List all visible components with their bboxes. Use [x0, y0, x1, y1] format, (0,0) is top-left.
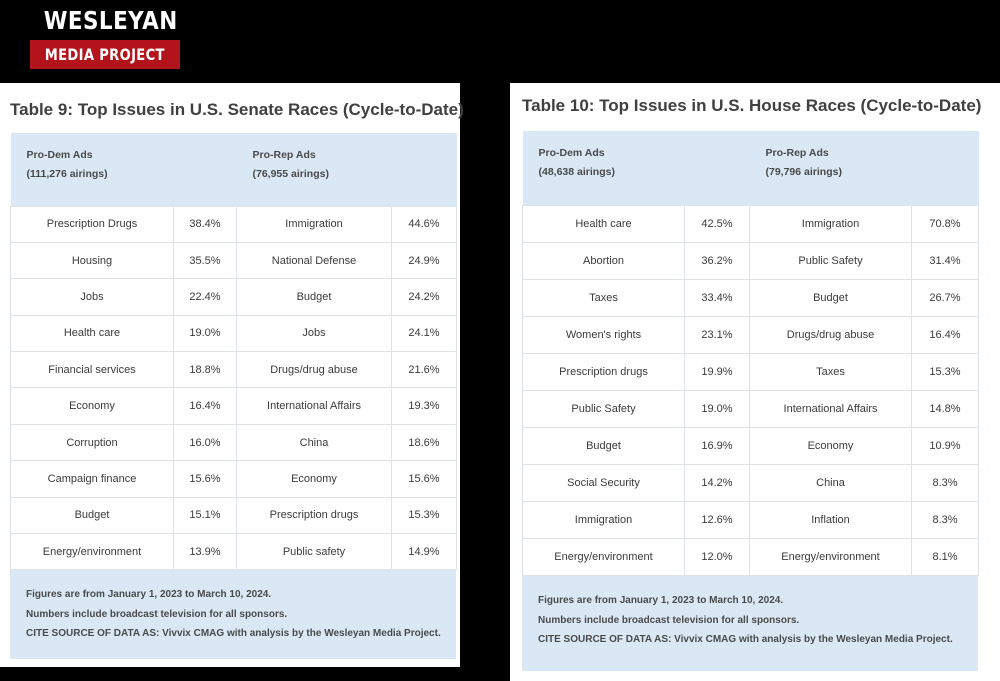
pro-rep-airings: (79,796 airings)	[765, 166, 842, 178]
house-table-panel	[510, 83, 1000, 681]
note-date-range: Figures are from January 1, 2023 to March 10, 2024.	[26, 589, 272, 600]
pro-rep-issue-cell: Immigration	[237, 206, 392, 242]
table-row	[523, 205, 979, 242]
logo-wordmark: WESLEYAN	[43, 6, 178, 35]
pro-rep-percent-cell: 15.3%	[392, 497, 457, 533]
table-row	[11, 352, 457, 388]
senate-table-notes	[10, 570, 456, 659]
pro-rep-issue-cell: Budget	[750, 279, 912, 316]
pro-dem-issue-cell: Abortion	[523, 242, 685, 279]
pro-dem-percent-cell: 14.2%	[685, 464, 750, 501]
table-row	[523, 353, 979, 390]
pro-rep-issue-cell: National Defense	[237, 242, 392, 278]
pro-rep-label: Pro-Rep Ads	[765, 147, 829, 159]
pro-dem-issue-cell: Budget	[523, 427, 685, 464]
pro-dem-issue-cell: Financial services	[11, 352, 174, 388]
pro-rep-issue-cell: Budget	[237, 279, 392, 315]
pro-rep-airings: (76,955 airings)	[252, 168, 329, 180]
pro-rep-issue-cell: Immigration	[750, 205, 912, 242]
pro-rep-label: Pro-Rep Ads	[252, 149, 316, 161]
pro-rep-percent-cell: 24.1%	[392, 315, 457, 351]
note-broadcast: Numbers include broadcast television for all sponsors.	[26, 608, 288, 620]
pro-rep-issue-cell: Public Safety	[750, 242, 912, 279]
pro-rep-percent-cell: 10.9%	[912, 427, 979, 464]
table-row	[11, 424, 457, 460]
pro-rep-percent-cell: 18.6%	[392, 424, 457, 460]
pro-rep-issue-cell: Drugs/drug abuse	[237, 352, 392, 388]
pro-rep-issue-cell: Jobs	[237, 315, 392, 351]
table-row	[523, 427, 979, 464]
pro-dem-percent-cell: 19.0%	[174, 315, 237, 351]
pro-rep-percent-cell: 8.3%	[912, 464, 979, 501]
senate-table-panel	[0, 83, 464, 667]
pro-rep-header	[237, 133, 392, 206]
table-row	[523, 464, 979, 501]
pro-rep-percent-cell: 8.1%	[912, 538, 979, 575]
pro-rep-percent-cell: 24.2%	[392, 279, 457, 315]
header-spacer	[392, 133, 457, 206]
pro-dem-issue-cell: Health care	[11, 315, 174, 351]
pro-rep-issue-cell: Taxes	[750, 353, 912, 390]
pro-dem-percent-cell: 16.4%	[174, 388, 237, 424]
pro-dem-issue-cell: Economy	[11, 388, 174, 424]
senate-issues-table	[10, 133, 457, 570]
pro-dem-issue-cell: Taxes	[523, 279, 685, 316]
header-spacer	[174, 133, 237, 206]
pro-rep-issue-cell: China	[750, 464, 912, 501]
pro-rep-issue-cell: Economy	[750, 427, 912, 464]
pro-dem-issue-cell: Budget	[11, 497, 174, 533]
pro-dem-percent-cell: 15.1%	[174, 497, 237, 533]
pro-dem-issue-cell: Housing	[11, 242, 174, 278]
table-row	[11, 388, 457, 424]
pro-rep-percent-cell: 16.4%	[912, 316, 979, 353]
pro-dem-percent-cell: 33.4%	[685, 279, 750, 316]
pro-dem-header	[523, 131, 685, 205]
table-row	[11, 242, 457, 278]
pro-dem-label: Pro-Dem Ads	[538, 147, 605, 159]
pro-dem-issue-cell: Prescription Drugs	[11, 206, 174, 242]
header-spacer	[912, 131, 979, 205]
pro-dem-percent-cell: 23.1%	[685, 316, 750, 353]
pro-dem-percent-cell: 19.9%	[685, 353, 750, 390]
pro-rep-issue-cell: Inflation	[750, 501, 912, 538]
pro-dem-header	[11, 133, 174, 206]
pro-dem-percent-cell: 22.4%	[174, 279, 237, 315]
house-issues-table	[522, 131, 979, 576]
table-header-row	[11, 133, 457, 206]
pro-dem-percent-cell: 38.4%	[174, 206, 237, 242]
table-row	[11, 315, 457, 351]
logo-red-bar	[30, 40, 180, 69]
pro-dem-issue-cell: Women's rights	[523, 316, 685, 353]
note-date-range: Figures are from January 1, 2023 to March 10, 2024.	[538, 595, 784, 606]
pro-rep-percent-cell: 19.3%	[392, 388, 457, 424]
senate-table-body	[11, 206, 457, 570]
house-table-title: Table 10: Top Issues in U.S. House Races (Cycle-to-Date)	[522, 96, 982, 115]
pro-rep-percent-cell: 31.4%	[912, 242, 979, 279]
pro-dem-percent-cell: 35.5%	[174, 242, 237, 278]
logo-subtitle: MEDIA PROJECT	[44, 45, 165, 64]
pro-dem-percent-cell: 15.6%	[174, 461, 237, 497]
pro-dem-label: Pro-Dem Ads	[26, 149, 93, 161]
pro-dem-percent-cell: 13.9%	[174, 534, 237, 570]
table-row	[523, 501, 979, 538]
pro-rep-issue-cell: Public safety	[237, 534, 392, 570]
pro-rep-issue-cell: Economy	[237, 461, 392, 497]
pro-dem-issue-cell: Social Security	[523, 464, 685, 501]
pro-dem-issue-cell: Energy/environment	[11, 534, 174, 570]
pro-dem-percent-cell: 36.2%	[685, 242, 750, 279]
house-table-body	[523, 205, 979, 575]
table-row	[523, 316, 979, 353]
pro-dem-percent-cell: 19.0%	[685, 390, 750, 427]
pro-dem-percent-cell: 12.0%	[685, 538, 750, 575]
table-row	[11, 279, 457, 315]
pro-dem-issue-cell: Public Safety	[523, 390, 685, 427]
pro-rep-issue-cell: China	[237, 424, 392, 460]
house-table-notes	[522, 576, 978, 671]
pro-rep-issue-cell: Energy/environment	[750, 538, 912, 575]
table-row	[523, 242, 979, 279]
pro-rep-percent-cell: 14.8%	[912, 390, 979, 427]
table-row	[523, 538, 979, 575]
pro-dem-issue-cell: Energy/environment	[523, 538, 685, 575]
pro-dem-percent-cell: 42.5%	[685, 205, 750, 242]
header-spacer	[685, 131, 750, 205]
pro-rep-percent-cell: 70.8%	[912, 205, 979, 242]
pro-rep-issue-cell: Prescription drugs	[237, 497, 392, 533]
pro-dem-percent-cell: 12.6%	[685, 501, 750, 538]
pro-dem-percent-cell: 16.9%	[685, 427, 750, 464]
pro-rep-percent-cell: 26.7%	[912, 279, 979, 316]
table-row	[523, 279, 979, 316]
pro-rep-issue-cell: Drugs/drug abuse	[750, 316, 912, 353]
table-row	[11, 534, 457, 570]
table-row	[11, 497, 457, 533]
table-row	[11, 206, 457, 242]
pro-dem-issue-cell: Campaign finance	[11, 461, 174, 497]
pro-dem-percent-cell: 18.8%	[174, 352, 237, 388]
pro-dem-issue-cell: Immigration	[523, 501, 685, 538]
pro-rep-percent-cell: 21.6%	[392, 352, 457, 388]
pro-rep-percent-cell: 14.9%	[392, 534, 457, 570]
pro-rep-percent-cell: 24.9%	[392, 242, 457, 278]
wesleyan-media-project-logo	[30, 6, 180, 69]
table-header-row	[523, 131, 979, 205]
pro-rep-issue-cell: International Affairs	[750, 390, 912, 427]
pro-rep-percent-cell: 8.3%	[912, 501, 979, 538]
note-broadcast: Numbers include broadcast television for all sponsors.	[538, 614, 800, 626]
pro-rep-percent-cell: 15.3%	[912, 353, 979, 390]
pro-dem-issue-cell: Jobs	[11, 279, 174, 315]
pro-rep-percent-cell: 15.6%	[392, 461, 457, 497]
table-row	[11, 461, 457, 497]
note-citation: CITE SOURCE OF DATA AS: Vivvix CMAG with analysis by the Wesleyan Media Project.	[538, 634, 953, 645]
table-row	[523, 390, 979, 427]
pro-dem-issue-cell: Prescription drugs	[523, 353, 685, 390]
senate-table-title: Table 9: Top Issues in U.S. Senate Races (Cycle-to-Date)	[10, 100, 464, 119]
pro-dem-airings: (48,638 airings)	[538, 166, 615, 178]
pro-dem-airings: (111,276 airings)	[26, 168, 108, 180]
pro-dem-percent-cell: 16.0%	[174, 424, 237, 460]
pro-rep-issue-cell: International Affairs	[237, 388, 392, 424]
pro-dem-issue-cell: Health care	[523, 205, 685, 242]
pro-rep-header	[750, 131, 912, 205]
pro-dem-issue-cell: Corruption	[11, 424, 174, 460]
note-citation: CITE SOURCE OF DATA AS: Vivvix CMAG with analysis by the Wesleyan Media Project.	[26, 628, 441, 639]
pro-rep-percent-cell: 44.6%	[392, 206, 457, 242]
